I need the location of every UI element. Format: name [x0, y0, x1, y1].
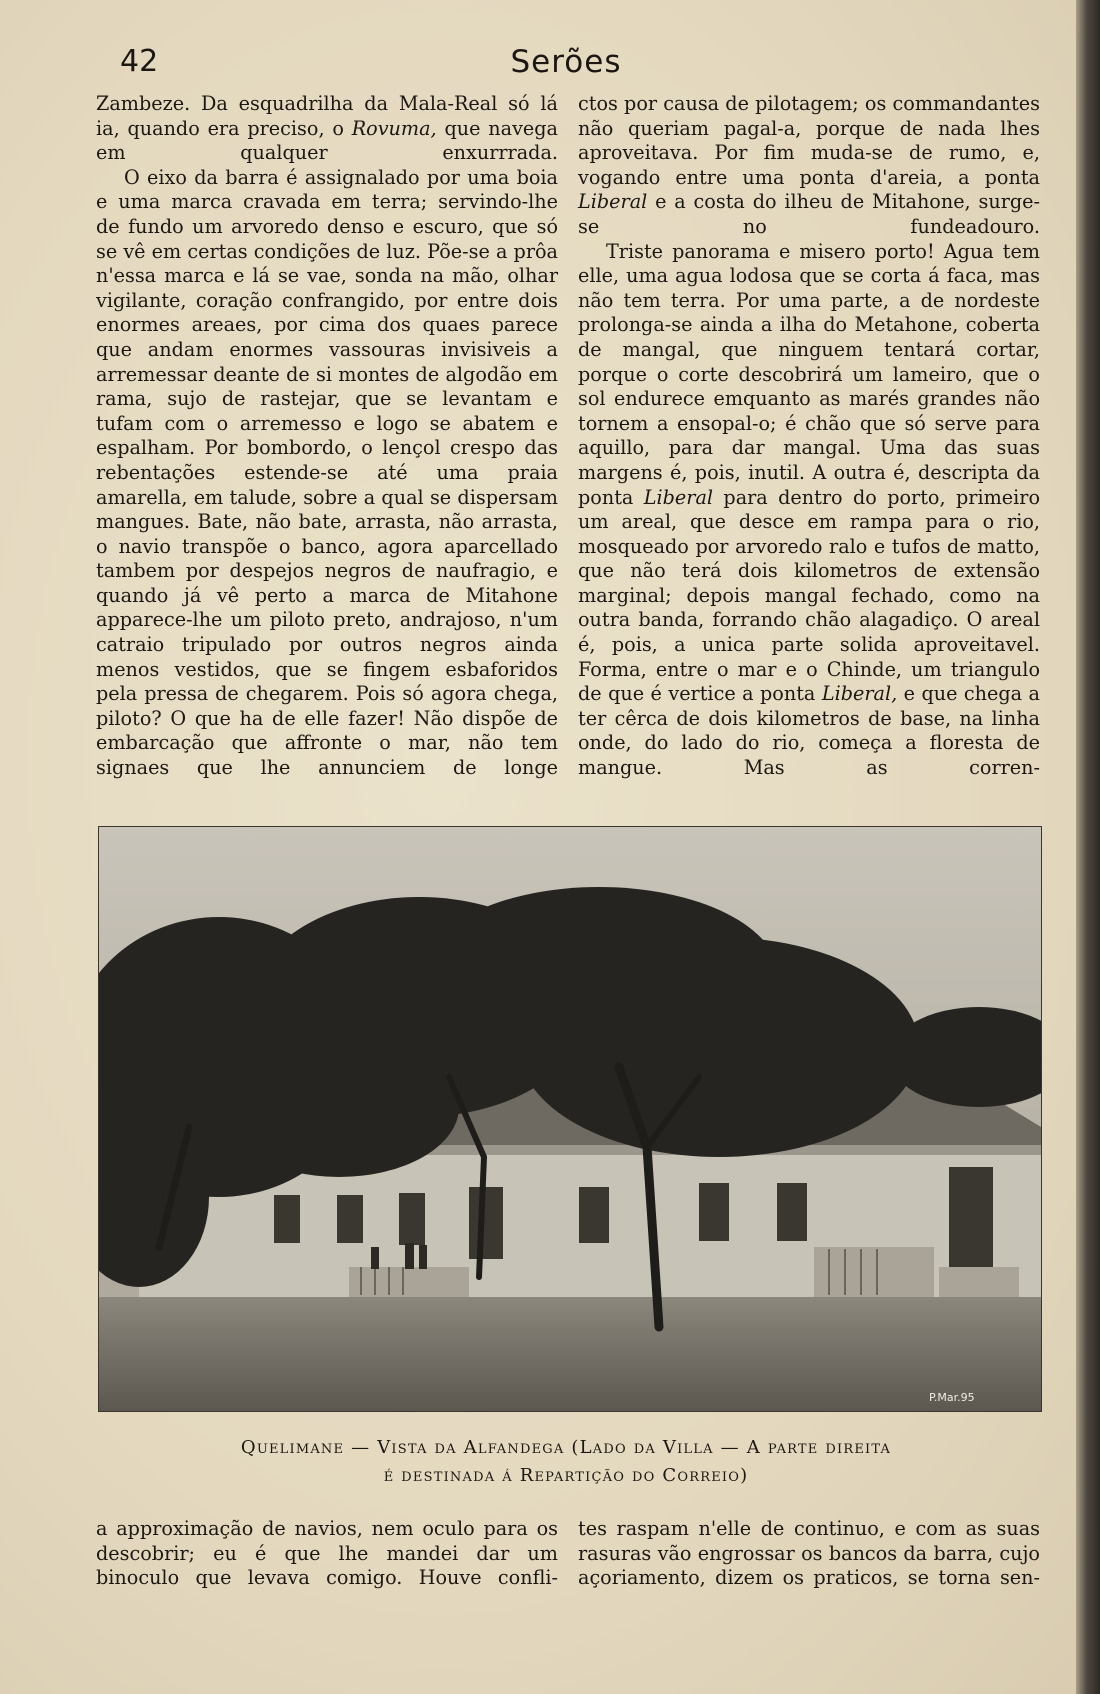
right-paragraph-2: [578, 240, 1040, 781]
book-spine-shadow: [1076, 0, 1100, 1694]
left-paragraph-1: [96, 92, 558, 166]
page-number: 42: [120, 44, 159, 79]
left-paragraph-2: O eixo da barra é assignalado por uma boia e uma marca cravada em terra; servindo-lhe de fundo um arvoredo denso e escuro, que só se vê em certas condições de luz. Põe-se a prôa n'essa marca e lá se vae, sonda na mão, olhar vigilante, coração confrangido, por entre dois enormes areaes, por cima dos quaes parece que andam enormes vassouras invisiveis a arremessar deante de si montes de algodão em rama, sujo de rastejar, que se levantam e tufam com o arremesso e logo se abatem e espalham. Por bombordo, o lençol crespo das rebentações estende-se até uma praia amarella, em talude, sobre a qual se dispersam mangues. Bate, não bate, arrasta, não arrasta, o navio transpõe o banco, agora aparcellado tambem por despejos negros de naufragio, e quando já vê perto a marca de Mitahone apparece-lhe um piloto preto, andrajoso, n'um catraio tripulado por outros negros ainda menos vestidos, que se fingem esbaforidos pela pressa de chegarem. Pois só agora chega, piloto? O que ha de elle fazer! Não dispõe de embarcação que affronte o mar, não tem signaes que lhe annunciem de longe: [96, 165, 558, 780]
place-name: Liberal,: [821, 682, 898, 706]
text-run: Zambeze. Da esquadrilha da Mala-Real só lá ia, quando era preciso, o: [96, 92, 558, 140]
left-column: [96, 92, 558, 781]
photo-signature: P.Mar.95: [929, 1391, 975, 1404]
place-name: Liberal: [643, 485, 714, 509]
bottom-left-text: a approximação de navios, nem oculo para os descobrir; eu é que lhe mandei dar um binoculo que levava comigo. Houve confli-: [96, 1517, 558, 1590]
text-run: Triste panorama e misero porto! Agua tem elle, uma agua lodosa que se corta á faca, mas não tem terra. Por uma parte, a de nordeste prolonga-se ainda a ilha do Metahone, coberta de mangal, que ninguem tentará cortar, porque o corte descobrirá um lameiro, que o sol endurece emquanto as marés grandes não tornem a ensopal-o; é chão que só serve para aquillo, para dar mangal. Uma das suas margens é, pois, inutil. A outra é, descripta da ponta: [578, 239, 1040, 509]
bottom-right-column: [578, 1517, 1040, 1591]
caption-line-2: é destinada á Repartição do Correio): [383, 1465, 749, 1486]
ship-name: Rovuma,: [351, 116, 437, 140]
photo-caption: [96, 1434, 1036, 1490]
bottom-left-column: [96, 1517, 558, 1591]
right-paragraph-1: [578, 92, 1040, 240]
text-run: que navega em qualquer enxurrrada.: [96, 116, 558, 165]
bottom-right-text: tes raspam n'elle de continuo, e com as suas rasuras vão engrossar os bancos da barra, cujo açoriamento, dizem os praticos, se torna sen-: [578, 1517, 1040, 1590]
customs-house-photo: [98, 826, 1042, 1412]
running-title: Serões: [510, 44, 622, 80]
page-header: [96, 44, 1036, 84]
caption-line-1: Quelimane — Vista da Alfandega (Lado da Villa — A parte direita: [240, 1437, 892, 1458]
place-name: Liberal: [578, 190, 648, 214]
text-run: para dentro do porto, primeiro um areal, que desce em rampa para o rio, mosqueado por arvoredo ralo e tufos de matto, que não terá dois kilometros de extensão marginal; depois mangal fechado, como na outra banda, forrando chão alagadiço. O areal é, pois, a unica parte solida aproveitavel. Forma, entre o mar e o Chinde, um triangulo de que é vertice a ponta: [578, 485, 1040, 706]
photo-illustration: [99, 827, 1041, 1411]
text-run: ctos por causa de pilotagem; os commandantes não queriam pagal-a, porque de nada lhes aproveitava. Por fim muda-se de rumo, e, vogando entre uma ponta d'areia, a ponta: [578, 92, 1040, 189]
text-run: e a costa do ilheu de Mitahone, surge-se no fundeadouro.: [578, 190, 1040, 238]
text-run: e que chega a ter cêrca de dois kilometros de base, na linha onde, do lado do rio, começa a floresta de mangue. Mas as corren-: [578, 682, 1040, 780]
right-column: [578, 92, 1040, 781]
